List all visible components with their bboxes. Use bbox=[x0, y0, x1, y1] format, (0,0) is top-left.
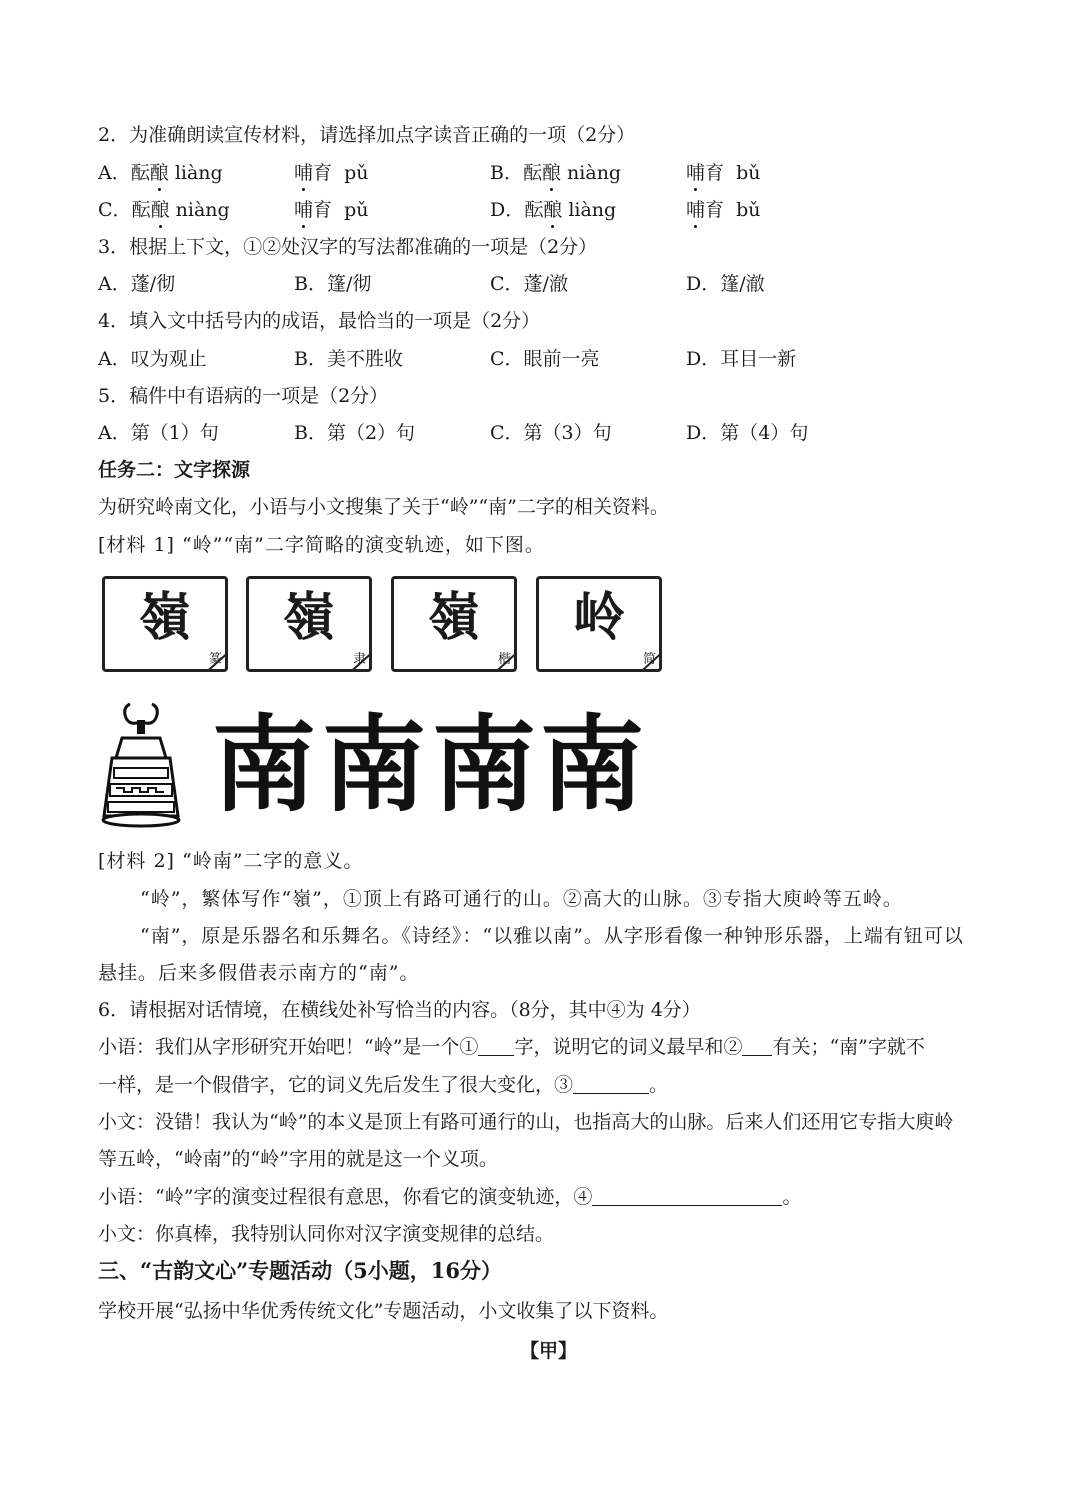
ling-simplified-style: 简 bbox=[642, 652, 656, 667]
q6-dialog-6: 小文：你真棒，我特别认同你对汉字演变规律的总结。 bbox=[98, 1223, 555, 1245]
q5-option-d: D．第（4）句 bbox=[686, 422, 809, 444]
q4-option-a: A．叹为观止 bbox=[98, 348, 207, 370]
q3-option-c: C．蓬/澈 bbox=[490, 273, 568, 295]
q5-option-c: C．第（3）句 bbox=[490, 422, 612, 444]
bell-icon bbox=[100, 698, 182, 830]
q6-stem: 6．请根据对话情境，在横线处补写恰当的内容。（8分，其中④为 4分） bbox=[98, 999, 701, 1021]
material1-caption bbox=[98, 532, 545, 558]
ling-regular-box bbox=[391, 576, 517, 672]
q5-stem: 5．稿件中有语病的一项是（2分） bbox=[98, 385, 389, 407]
q2-option-b: B．酝酿 niàng bbox=[490, 162, 622, 184]
nan-bronze-glyph: 南 bbox=[322, 703, 427, 826]
ling-seal-box bbox=[102, 576, 228, 672]
q4-option-d: D．耳目一新 bbox=[686, 348, 797, 370]
q6-dialog-4: 等五岭，“岭南”的“岭”字用的就是这一个义项。 bbox=[98, 1148, 498, 1170]
ling-seal-glyph: 嶺 bbox=[138, 587, 191, 648]
ling-simplified-glyph: 岭 bbox=[572, 587, 625, 648]
ling-clerical-glyph: 嶺 bbox=[282, 587, 335, 648]
q4-option-c: C．眼前一亮 bbox=[490, 348, 600, 370]
q5-option-a: A．第（1）句 bbox=[98, 422, 219, 444]
q3-option-d: D．篷/澈 bbox=[686, 273, 765, 295]
ling-meaning: “岭”，繁体写作“嶺”，①顶上有路可通行的山。②高大的山脉。③专指大庾岭等五岭。 bbox=[140, 888, 903, 910]
nan-seal-glyph: 南 bbox=[432, 703, 537, 826]
q3-stem: 3．根据上下文，①②处汉字的写法都准确的一项是（2分） bbox=[98, 236, 598, 258]
q2-option-a: A．酝酿 liàng bbox=[98, 162, 223, 184]
ling-seal-style: 篆 bbox=[208, 652, 222, 667]
ling-regular-style: 楷 bbox=[497, 652, 511, 667]
ling-clerical-box bbox=[246, 576, 372, 672]
nan-regular-glyph: 南 bbox=[540, 703, 645, 826]
q3-option-b: B．篷/彻 bbox=[294, 273, 372, 295]
q6-dialog-1: 小语：我们从字形研究开始吧！“岭”是一个① 字，说明它的词义最早和② 有关；“南”字就不 bbox=[98, 1036, 925, 1058]
q2-option-c: C．酝酿 niàng bbox=[98, 199, 230, 221]
material2-caption: [材料 2] “岭南”二字的意义。 bbox=[98, 850, 364, 872]
blank-3[interactable] bbox=[573, 1075, 649, 1094]
q6-dialog-3: 小文：没错！我认为“岭”的本义是顶上有路可通行的山，也指高大的山脉。后来人们还用它专指大庾岭 bbox=[98, 1111, 954, 1133]
section3-heading: 三、“古韵文心”专题活动（5小题，16分） bbox=[98, 1258, 502, 1283]
q2-option-c-b: 哺育 pǔ bbox=[294, 199, 369, 221]
q6-dialog-2: 一样，是一个假借字，它的词义先后发生了很大变化，③ 。 bbox=[98, 1074, 669, 1096]
section3-intro: 学校开展“弘扬中华优秀传统文化”专题活动，小文收集了以下资料。 bbox=[98, 1300, 669, 1322]
q4-option-b: B．美不胜收 bbox=[294, 348, 403, 370]
section3-label: 【甲】 bbox=[520, 1340, 578, 1362]
q4-stem: 4．填入文中括号内的成语，最恰当的一项是（2分） bbox=[98, 310, 541, 332]
ling-simplified-box bbox=[536, 576, 662, 672]
q2-option-d: D．酝酿 liàng bbox=[490, 199, 617, 221]
q2-stem: 2．为准确朗读宣传材料，请选择加点字读音正确的一项（2分） bbox=[98, 124, 636, 146]
nan-meaning-2: 悬挂。后来多假借表示南方的“南”。 bbox=[98, 962, 420, 984]
blank-4[interactable] bbox=[592, 1187, 782, 1206]
blank-2[interactable] bbox=[742, 1037, 772, 1056]
q2-option-a-b: 哺育 pǔ bbox=[294, 162, 369, 184]
q2-option-d-b: 哺育 bǔ bbox=[686, 199, 761, 221]
ling-clerical-style: 隶 bbox=[352, 652, 366, 667]
q3-option-a: A．蓬/彻 bbox=[98, 273, 176, 295]
q2-option-b-b: 哺育 bǔ bbox=[686, 162, 761, 184]
nan-oracle-glyph: 南 bbox=[212, 703, 317, 826]
blank-1[interactable] bbox=[478, 1037, 514, 1056]
task2-intro: 为研究岭南文化，小语与小文搜集了关于“岭”“南”二字的相关资料。 bbox=[98, 496, 669, 518]
ling-regular-glyph: 嶺 bbox=[427, 587, 480, 648]
q5-option-b: B．第（2）句 bbox=[294, 422, 416, 444]
nan-meaning-1: “南”，原是乐器名和乐舞名。《诗经》：“以雅以南”。从字形看像一种钟形乐器，上端有钮可以 bbox=[140, 925, 964, 947]
task2-heading: 任务二：文字探源 bbox=[98, 459, 251, 481]
q6-dialog-5: 小语：“岭”字的演变过程很有意思，你看它的演变轨迹，④ 。 bbox=[98, 1186, 802, 1208]
material1-text: [材料 1] “岭”“南”二字简略的演变轨迹，如下图。 bbox=[98, 534, 545, 556]
